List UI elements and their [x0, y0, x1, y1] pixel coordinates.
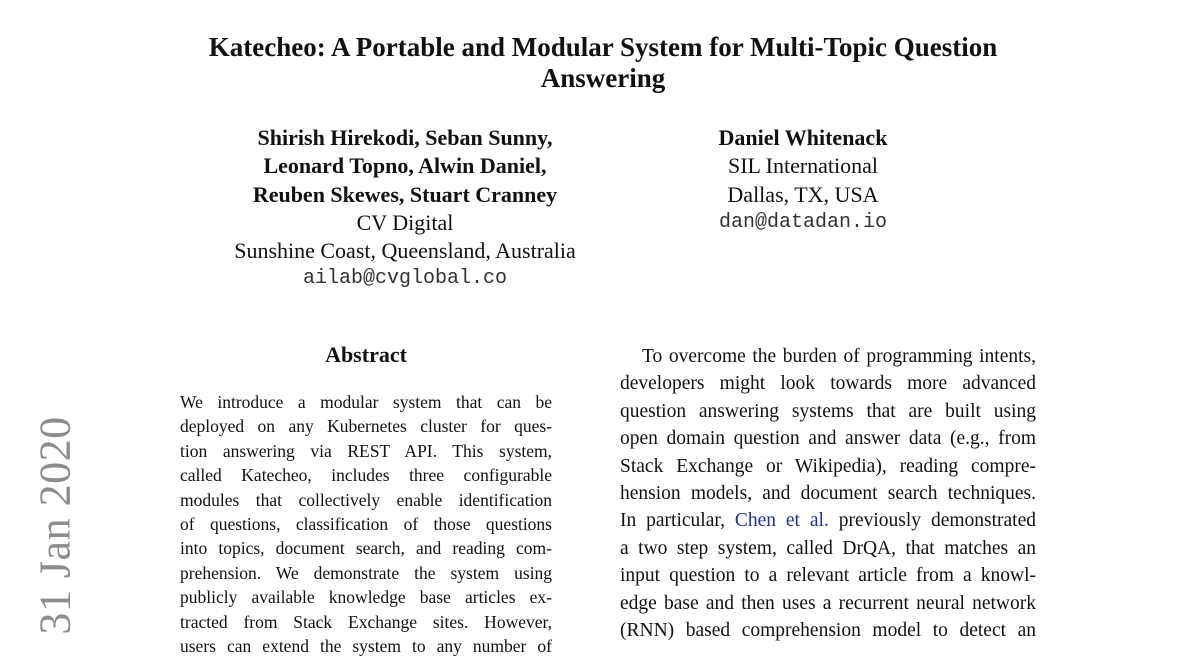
abstract-line: deployed on any Kubernetes cluster for ques- — [180, 416, 552, 437]
body-line: developers might look towards more advanced — [620, 373, 1036, 395]
abstract-line: tracted from Stack Exchange sites. However, — [180, 611, 552, 632]
organization: SIL International — [727, 153, 879, 179]
body-line: hension models, and document search techniques. — [620, 483, 1036, 505]
body-line: Stack Exchange or Wikipedia), reading compre- — [620, 455, 1036, 477]
abstract-body — [180, 390, 552, 658]
abstract-line: prehension. We demonstrate the system using — [180, 562, 552, 583]
arxiv-date-stamp — [25, 415, 85, 635]
author-name: Daniel Whitenack — [718, 125, 888, 150]
title-line: Katecheo: A Portable and Modular System for Multi-Topic Question — [208, 32, 998, 62]
body-line: open domain question and answer data (e.g., from — [620, 428, 1036, 450]
citation-suffix: previously demonstrated — [828, 510, 1036, 532]
location: Sunshine Coast, Queensland, Australia — [234, 238, 576, 264]
author-line: Reuben Skewes, Stuart Cranney — [252, 181, 558, 207]
body-line: a two step system, called DrQA, that matches an — [620, 537, 1036, 559]
body-line: input question to a relevant article from a knowl- — [620, 565, 1036, 587]
citation-prefix: In particular, — [620, 510, 735, 532]
abstract-line: We introduce a modular system that can be — [180, 392, 552, 412]
abstract-line: tion answering via REST API. This system, — [180, 440, 552, 461]
location: Dallas, TX, USA — [727, 181, 879, 207]
body-line: (RNN) based comprehension model to detect an — [620, 620, 1036, 642]
abstract-line: of questions, classification of those questions — [180, 514, 552, 535]
citation-link[interactable]: Chen et al. — [734, 510, 829, 532]
paper-title — [160, 32, 1046, 94]
title-line: Answering — [540, 63, 666, 93]
affiliation-block-left — [190, 124, 620, 294]
abstract-line: modules that collectively enable identification — [180, 489, 552, 510]
arxiv-date-text: 31 Jan 2020 — [30, 415, 80, 635]
email: dan@datadan.io — [718, 210, 888, 234]
body-line: edge base and then uses a recurrent neural network — [620, 592, 1036, 614]
abstract-line: called Katecheo, includes three configurable — [180, 465, 552, 486]
body-column-right — [620, 343, 1036, 644]
email: ailab@cvglobal.co — [302, 267, 508, 291]
abstract-line: publicly available knowledge base articles ex- — [180, 587, 552, 608]
organization: CV Digital — [356, 209, 454, 235]
abstract-heading: Abstract — [325, 342, 407, 367]
abstract-line: users can extend the system to any number of — [180, 636, 552, 657]
body-line: question answering systems that are built using — [620, 400, 1036, 422]
abstract-line: into topics, document search, and reading com- — [180, 538, 552, 559]
body-line: To overcome the burden of programming intents, — [642, 346, 1036, 367]
body-line-with-citation — [620, 507, 1036, 534]
author-line: Leonard Topno, Alwin Daniel, — [263, 153, 547, 179]
affiliation-block-right — [628, 124, 978, 237]
author-line: Shirish Hirekodi, Seban Sunny, — [257, 125, 553, 150]
